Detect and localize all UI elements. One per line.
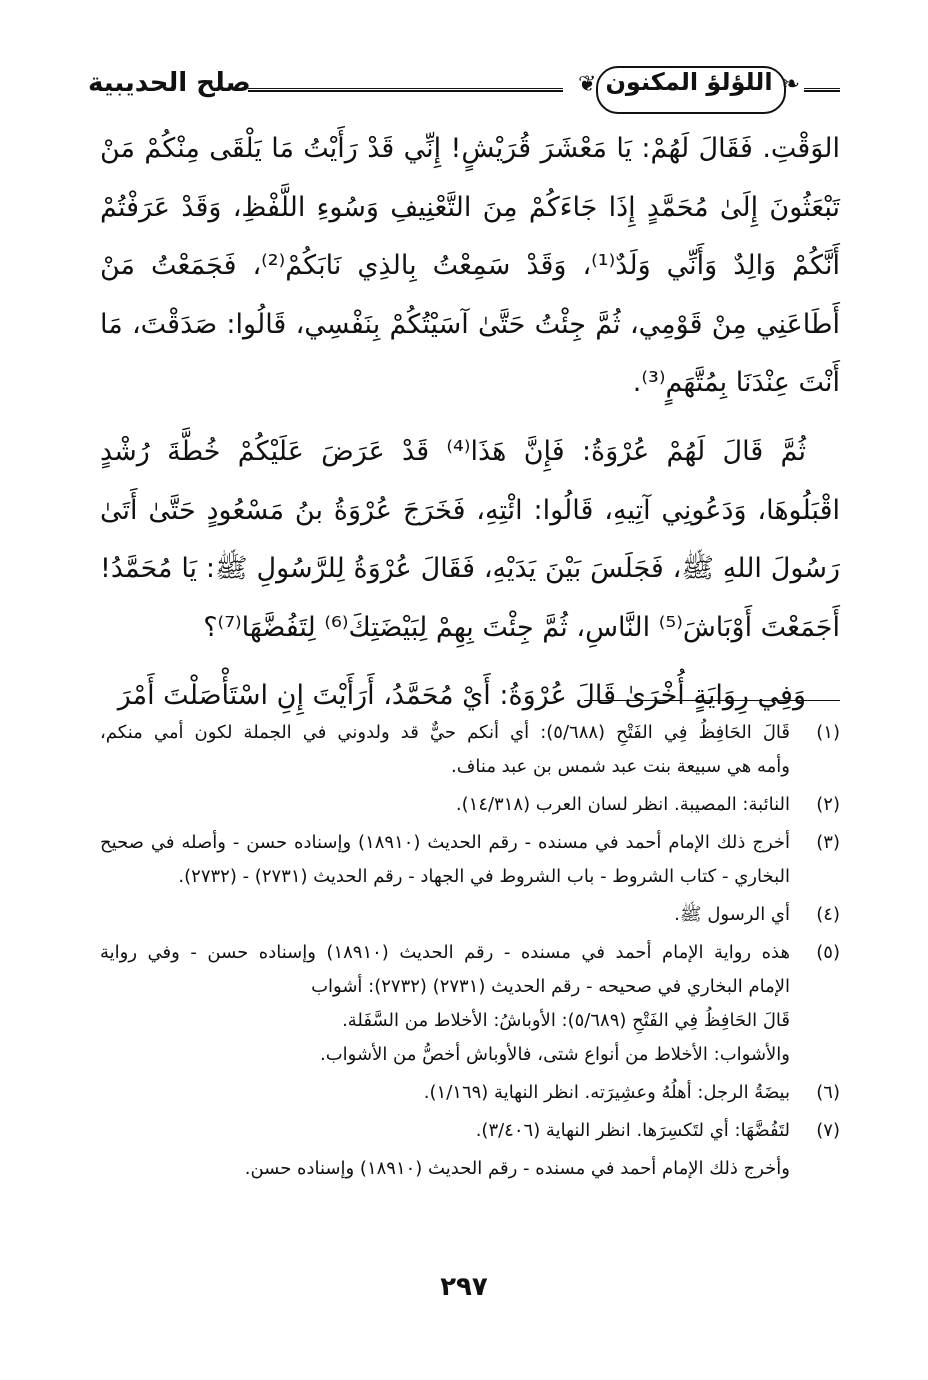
footnote-line: والأشواب: الأخلاط من أنواع شتى، فالأوباش أخصُّ من الأشواب.: [320, 1044, 790, 1065]
page-header: [88, 58, 840, 120]
page-number: ٢٩٧: [440, 1272, 488, 1302]
floral-ornament-icon: ❧: [781, 72, 800, 97]
floral-ornament-icon: ❦: [578, 72, 597, 97]
footnote: [100, 826, 840, 894]
footnote: [100, 716, 840, 784]
footnotes: [100, 716, 840, 1186]
footnote: [100, 898, 840, 932]
book-title-badge: [578, 60, 800, 118]
footnote-number: (٤): [816, 904, 840, 925]
header-rule-left: [248, 88, 563, 92]
footnote-number: (٥): [816, 942, 840, 963]
paragraph: الوَقْتِ. فَقَالَ لَهُمْ: يَا مَعْشَرَ قُرَيْشٍ! إِنِّي قَدْ رَأَيْتُ مَا يَلْقَى مِنْكُمْ مَنْ تَبْعَثُونَ إِلَىٰ مُحَمَّدٍ إِذَا جَاءَكُمْ مِنَ التَّعْنِيفِ وَسُوءِ اللَّفْظِ، وَقَدْ عَرَفْتُمْ أَنَّكُمْ وَالِدٌ وَأَنِّي وَلَدٌ⁽¹⁾، وَقَدْ سَمِعْتُ بِالذِي نَابَكُمْ⁽²⁾، فَجَمَعْتُ مَنْ أَطَاعَنِي مِنْ قَوْمِي، ثُمَّ جِئْتُ حَتَّىٰ آسَيْتُكُمْ بِنَفْسِي، قَالُوا: صَدَقْتَ، مَا أَنْتَ عِنْدَنَا بِمُتَّهَمٍ⁽³⁾.: [100, 133, 841, 399]
footnote-line: أخرج ذلك الإمام أحمد في مسنده - رقم الحديث (١٨٩١٠) وإسناده حسن - وأصله في صحيح: [100, 832, 790, 853]
footnote: [100, 788, 840, 822]
footnote-line: قَالَ الحَافِظُ فِي الفَتْحِ (٥/٦٨٨): أي أنكم حيٌّ قد ولدوني في الجملة لكون أمي منكم،: [100, 722, 790, 743]
footnote-line: لتَفُضَّهَا: أي لتَكسِرَها. انظر النهاية (٣/٤٠٦).: [475, 1120, 790, 1141]
paragraph: ثُمَّ قَالَ لَهُمْ عُرْوَةُ: فَإِنَّ هَذَا⁽⁴⁾ قَدْ عَرَضَ عَلَيْكُمْ خُطَّةَ رُشْدٍ اقْبَلُوهَا، وَدَعُونِي آتِيهِ، قَالُوا: ائْتِهِ، فَخَرَجَ عُرْوَةُ بنُ مَسْعُودٍ حَتَّىٰ أَتَىٰ رَسُولَ اللهِ ﷺ، فَجَلَسَ بَيْنَ يَدَيْهِ، فَقَالَ عُرْوَةُ لِلرَّسُولِ ﷺ: يَا مُحَمَّدُ! أَجَمَعْتَ أَوْبَاشَ⁽⁵⁾ النَّاسِ، ثُمَّ جِئْتَ بِهِمْ لِبَيْضَتِكَ⁽⁶⁾ لِتَفُضَّهَا⁽⁷⁾؟: [100, 435, 840, 643]
footnote-line: أي الرسول ﷺ.: [674, 904, 790, 925]
footnote-line: الإمام البخاري في صحيحه - رقم الحديث (٢٧٣١) (٢٧٣٢): أشواب: [311, 976, 790, 997]
footnote-line: قَالَ الحَافِظُ فِي الفَتْحِ (٥/٦٨٩): الأوباشُ: الأخلاط من السَّفَلة.: [342, 1010, 790, 1031]
footnote-line: بيضَةُ الرجل: أهلُهُ وعشِيرَته. انظر النهاية (١/١٦٩).: [423, 1082, 790, 1103]
footnote-line: النائبة: المصيبة. انظر لسان العرب (١٤/٣١٨).: [455, 794, 790, 815]
footnote-separator: [584, 700, 840, 701]
footnote-line: البخاري - كتاب الشروط - باب الشروط في الجهاد - رقم الحديث (٢٧٣١) - (٢٧٣٢).: [178, 866, 790, 887]
chapter-title: صلح الحديبية: [88, 68, 251, 98]
footnote-line: وأمه هي سبيعة بنت عبد شمس بن عبد مناف.: [451, 756, 790, 777]
paragraph: وَفِي رِوَايَةٍ أُخْرَىٰ قَالَ عُرْوَةُ: أَيْ مُحَمَّدُ، أَرَأَيْتَ إِنِ اسْتَأْصَلْتَ أَمْرَ: [117, 680, 806, 712]
footnote-number: (١): [816, 722, 840, 743]
header-rule-right: [804, 88, 840, 92]
book-title: اللؤلؤ المكنون: [605, 68, 773, 96]
footnote-continuation: وأخرج ذلك الإمام أحمد في مسنده - رقم الحديث (١٨٩١٠) وإسناده حسن.: [244, 1158, 790, 1179]
footnote: [100, 1076, 840, 1110]
footnote-number: (٧): [816, 1120, 840, 1141]
footnote: [100, 936, 840, 1072]
footnote-number: (٣): [816, 832, 840, 853]
footnote-number: (٦): [816, 1082, 840, 1103]
footnote-number: (٢): [816, 794, 840, 815]
main-text: [100, 120, 840, 726]
footnote: [100, 1114, 840, 1148]
footnote-line: هذه رواية الإمام أحمد في مسنده - رقم الحديث (١٨٩١٠) وإسناده حسن - وفي رواية: [100, 942, 790, 963]
